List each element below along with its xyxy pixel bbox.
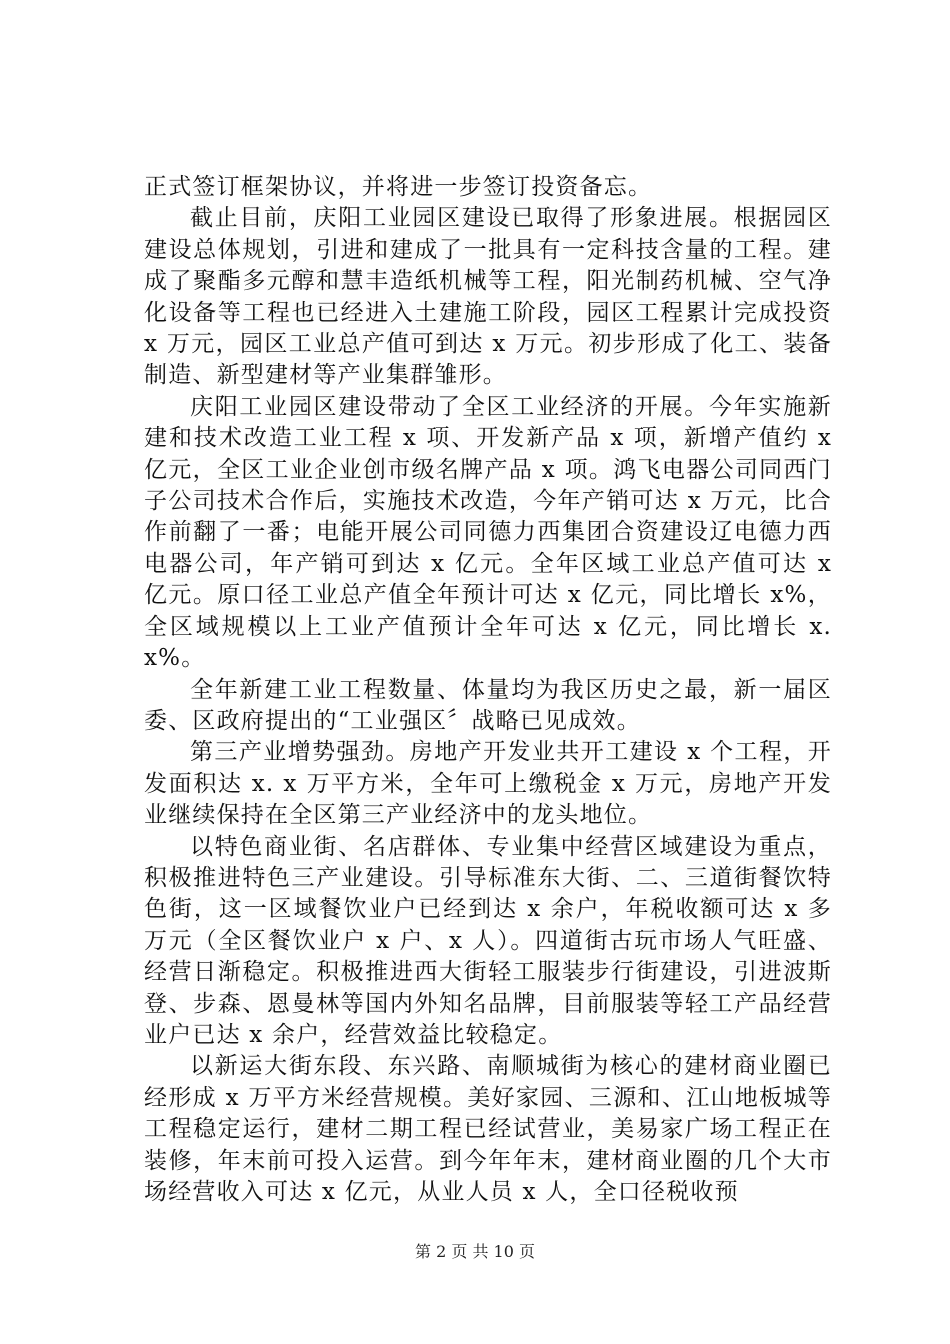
paragraph-tertiary-industry: 第三产业增势强劲。房地产开发业共开工建设 x 个工程，开发面积达 x. x 万平方米，全年可上缴税金 x 万元，房地产开发业继续保持在全区第三产业经济中的龙头地位。: [144, 739, 832, 829]
paragraph-park-progress: 截止目前，庆阳工业园区建设已取得了形象进展。根据园区建设总体规划，引进和建成了一批具有一定科技含量的工程。建成了聚酯多元醇和慧丰造纸机械等工程，阳光制药机械、空气净化设备等工程也已经进入土建施工阶段，园区工程累计完成投资 x 万元，园区工业总产值可到达 x 万元。初步形成了化工、装备制造、新型建材等产业集群雏形。: [144, 205, 832, 389]
paragraph-industrial-strategy: 全年新建工业工程数量、体量均为我区历史之最，新一届区委、区政府提出的“工业强区〞战略已见成效。: [144, 676, 832, 734]
paragraph-commercial-streets: 以特色商业街、名店群体、专业集中经营区域建设为重点，积极推进特色三产业建设。引导标准东大街、二、三道街餐饮特色街，这一区域餐饮业户已经到达 x 余户，年税收额可达 x 多万元（全区餐饮业户 x 户、x 人）。四道街古玩市场人气旺盛、经营日渐稳定。积极推进西大街轻工服装步行街建设，引进波斯登、步森、恩曼林等国内外知名品牌，目前服装等轻工产品经营业户已达 x 余户，经营效益比较稳定。: [144, 833, 832, 1048]
paragraph-industrial-growth: 庆阳工业园区建设带动了全区工业经济的开展。今年实施新建和技术改造工业工程 x 项、开发新产品 x 项，新增产值约 x 亿元，全区工业企业创市级名牌产品 x 项。鸿飞电器公司同西门子公司技术合作后，实施技术改造，今年产销可达 x 万元，比合作前翻了一番；电能开展公司同德力西集团合资建设辽电德力西电器公司，年产销可到达 x 亿元。全年区域工业总产值可达 x 亿元。原口径工业总产值全年预计可达 x 亿元，同比增长 x%，全区域规模以上工业产值预计全年可达 x 亿元，同比增长 x. x%。: [144, 393, 832, 672]
page-footer: [0, 1242, 950, 1262]
document-body: [144, 172, 832, 1208]
paragraph-building-materials: 以新运大街东段、东兴路、南顺城街为核心的建材商业圈已经形成 x 万平方米经营规模。美好家园、三源和、江山地板城等工程稳定运行，建材二期工程已经试营业，美易家广场工程正在装修，年末前可投入运营。到今年年末，建材商业圈的几个大市场经营收入可达 x 亿元，从业人员 x 人，全口径税收预: [144, 1053, 832, 1205]
page-number-label: 第 2 页 共 10 页: [415, 1242, 535, 1261]
paragraph-continued: 正式签订框架协议，并将进一步签订投资备忘。: [144, 174, 653, 200]
